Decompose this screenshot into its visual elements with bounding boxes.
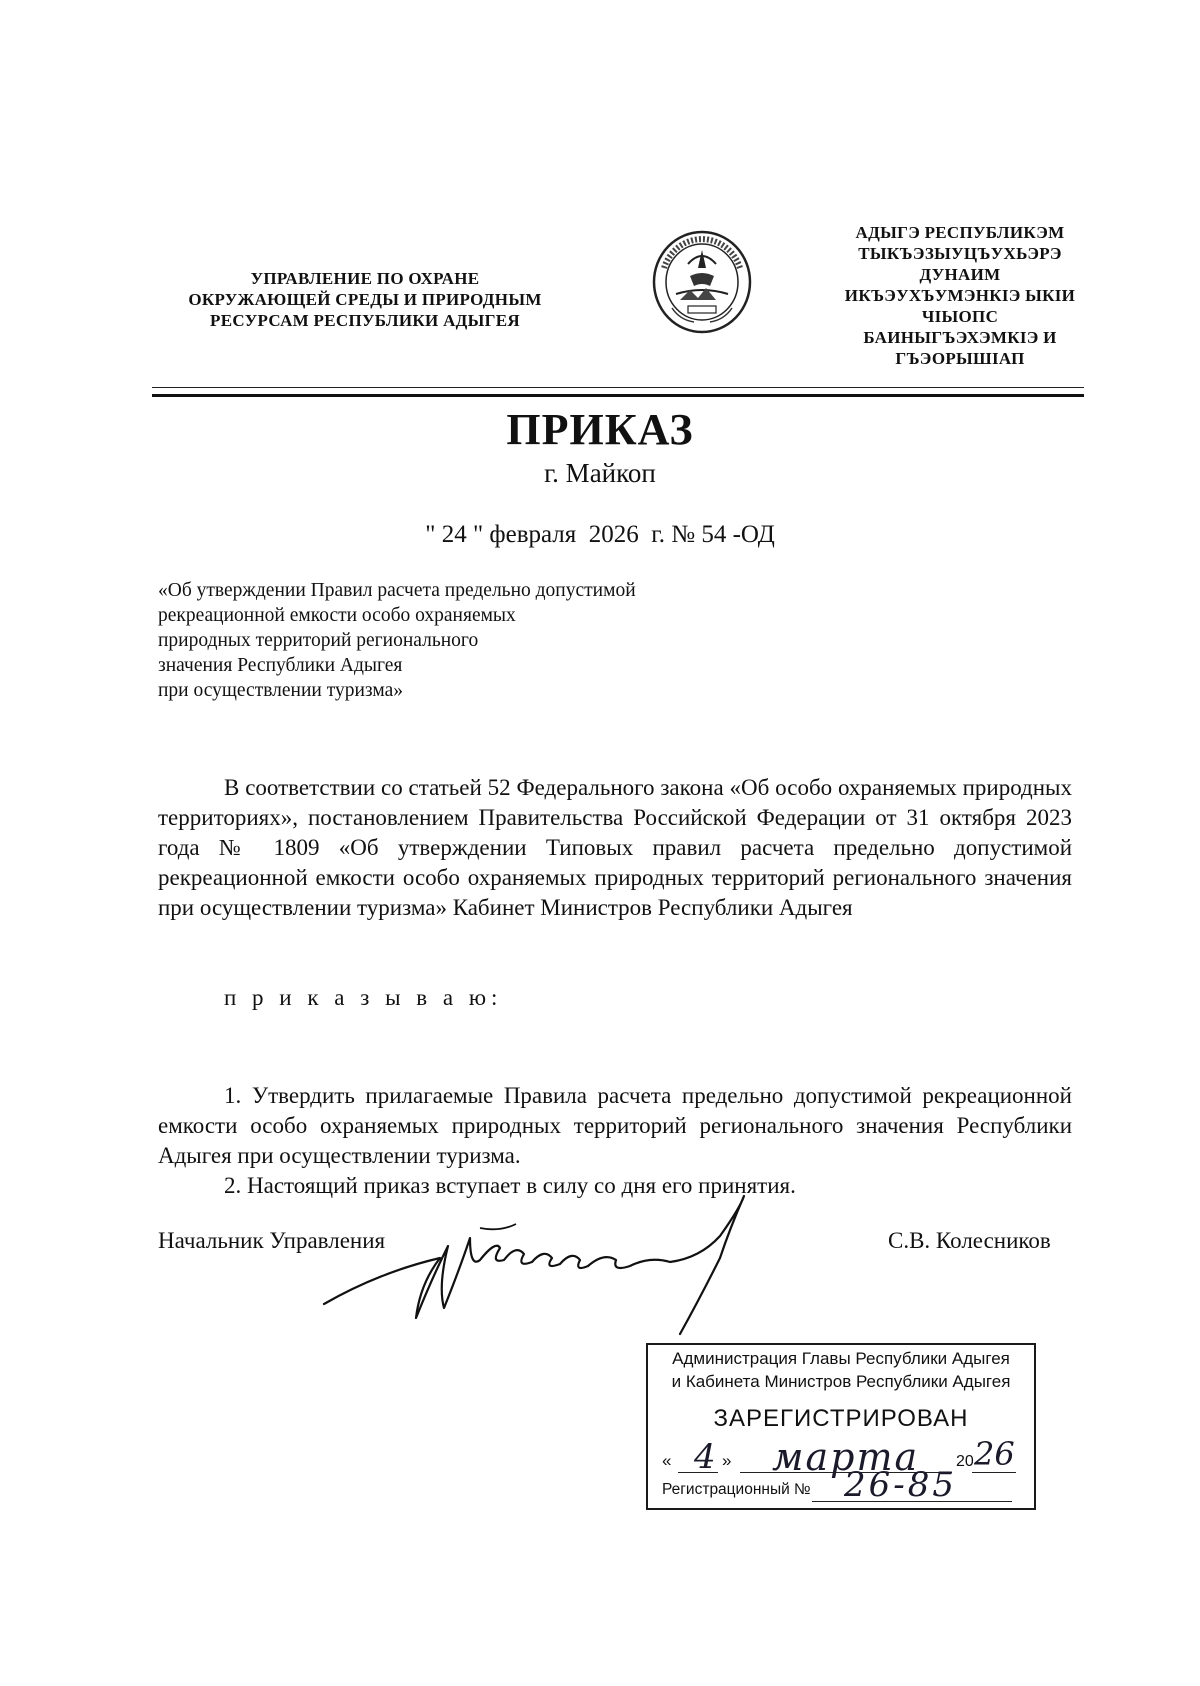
stamp-quote-open: «: [662, 1451, 672, 1470]
stamp-authority-line: и Кабинета Министров Республики Адыгея: [671, 1372, 1011, 1391]
handwritten-signature: [320, 1188, 880, 1338]
stamp-month: марта: [772, 1435, 920, 1479]
document-city: г. Майкоп: [544, 458, 656, 488]
order-item: 2. Настоящий приказ вступает в силу со дня его принятия.: [224, 1173, 796, 1198]
order-items: [158, 1081, 1072, 1201]
stamp-regno-label: Регистрационный №: [662, 1481, 811, 1498]
document-date-number: " 24 " февраля 2026 г. № 54 -ОД: [425, 521, 775, 548]
subject-line: рекреационной емкости особо охраняемых: [158, 605, 516, 626]
stamp-regno: 26-85: [844, 1465, 958, 1505]
coat-of-arms-icon: [650, 228, 754, 336]
signatory-name: С.В. Колесников: [888, 1228, 1051, 1253]
stamp-year-suffix: 26: [974, 1435, 1015, 1473]
subject-line: природных территорий регионального: [158, 630, 479, 651]
document-title: ПРИКАЗ: [506, 405, 694, 454]
subject-line: при осуществлении туризма»: [158, 680, 403, 701]
registration-stamp: [646, 1343, 1036, 1510]
header-right-line: ГЪЭОРЫШIАП: [895, 349, 1025, 368]
header-right-line: ЧIЫОПС: [921, 307, 999, 326]
signatory-position: Начальник Управления: [158, 1228, 386, 1253]
document-preamble: [158, 773, 1072, 923]
header-divider-thick: [152, 394, 1084, 397]
preamble-paragraph: В соответствии со статьей 52 Федерального закона «Об особо охраняемых природных территориях», постановлением Правительства Российской Федерации от 31 октября 2023 года № 1809 «Об утверждении Типовых правил расчета предельно допустимой рекреационной емкости особо охраняемых природных территорий регионального значения при осуществлении туризма» Кабинет Министров Республики Адыгея: [158, 775, 1072, 920]
header-right-line: БАИНЫГЪЭХЭМКIЭ И: [863, 328, 1057, 347]
stamp-registered-label: ЗАРЕГИСТРИРОВАН: [713, 1405, 969, 1432]
stamp-quote-close: »: [722, 1451, 732, 1470]
header-divider-thin: [152, 387, 1084, 388]
header-left-organization: [165, 268, 565, 331]
header-right-line: ДУНАИМ: [919, 265, 1001, 284]
stamp-year-prefix: 20: [956, 1453, 974, 1470]
stamp-authority-line: Администрация Главы Республики Адыгея: [672, 1349, 1010, 1368]
header-right-line: ТЫКЪЭЗЫУЦЪУХЬЭРЭ: [858, 244, 1062, 263]
header-left-line: ОКРУЖАЮЩЕЙ СРЕДЫ И ПРИРОДНЫМ: [188, 290, 542, 309]
order-word: п р и к а з ы в а ю:: [224, 985, 503, 1010]
header-right-line: АДЫГЭ РЕСПУБЛИКЭМ: [855, 223, 1065, 242]
order-item: 1. Утвердить прилагаемые Правила расчета предельно допустимой рекреационной емкости особо охраняемых природных территорий регионального значения Республики Адыгея при осуществлении туризма.: [158, 1083, 1072, 1168]
subject-line: «Об утверждении Правил расчета предельно допустимой: [158, 580, 636, 601]
header-left-line: УПРАВЛЕНИЕ ПО ОХРАНЕ: [250, 269, 480, 288]
document-subject: [158, 578, 778, 703]
header-right-line: ИКЪЭУХЪУМЭНКIЭ ЫКIИ: [844, 286, 1076, 305]
stamp-day: 4: [694, 1437, 716, 1477]
subject-line: значения Республики Адыгея: [158, 655, 403, 676]
stamp-regno-underline: [812, 1501, 1012, 1502]
stamp-year-underline: [972, 1472, 1016, 1473]
header-right-organization: [820, 222, 1100, 369]
header-left-line: РЕСУРСАМ РЕСПУБЛИКИ АДЫГЕЯ: [210, 311, 520, 330]
stamp-day-underline: [678, 1472, 718, 1473]
